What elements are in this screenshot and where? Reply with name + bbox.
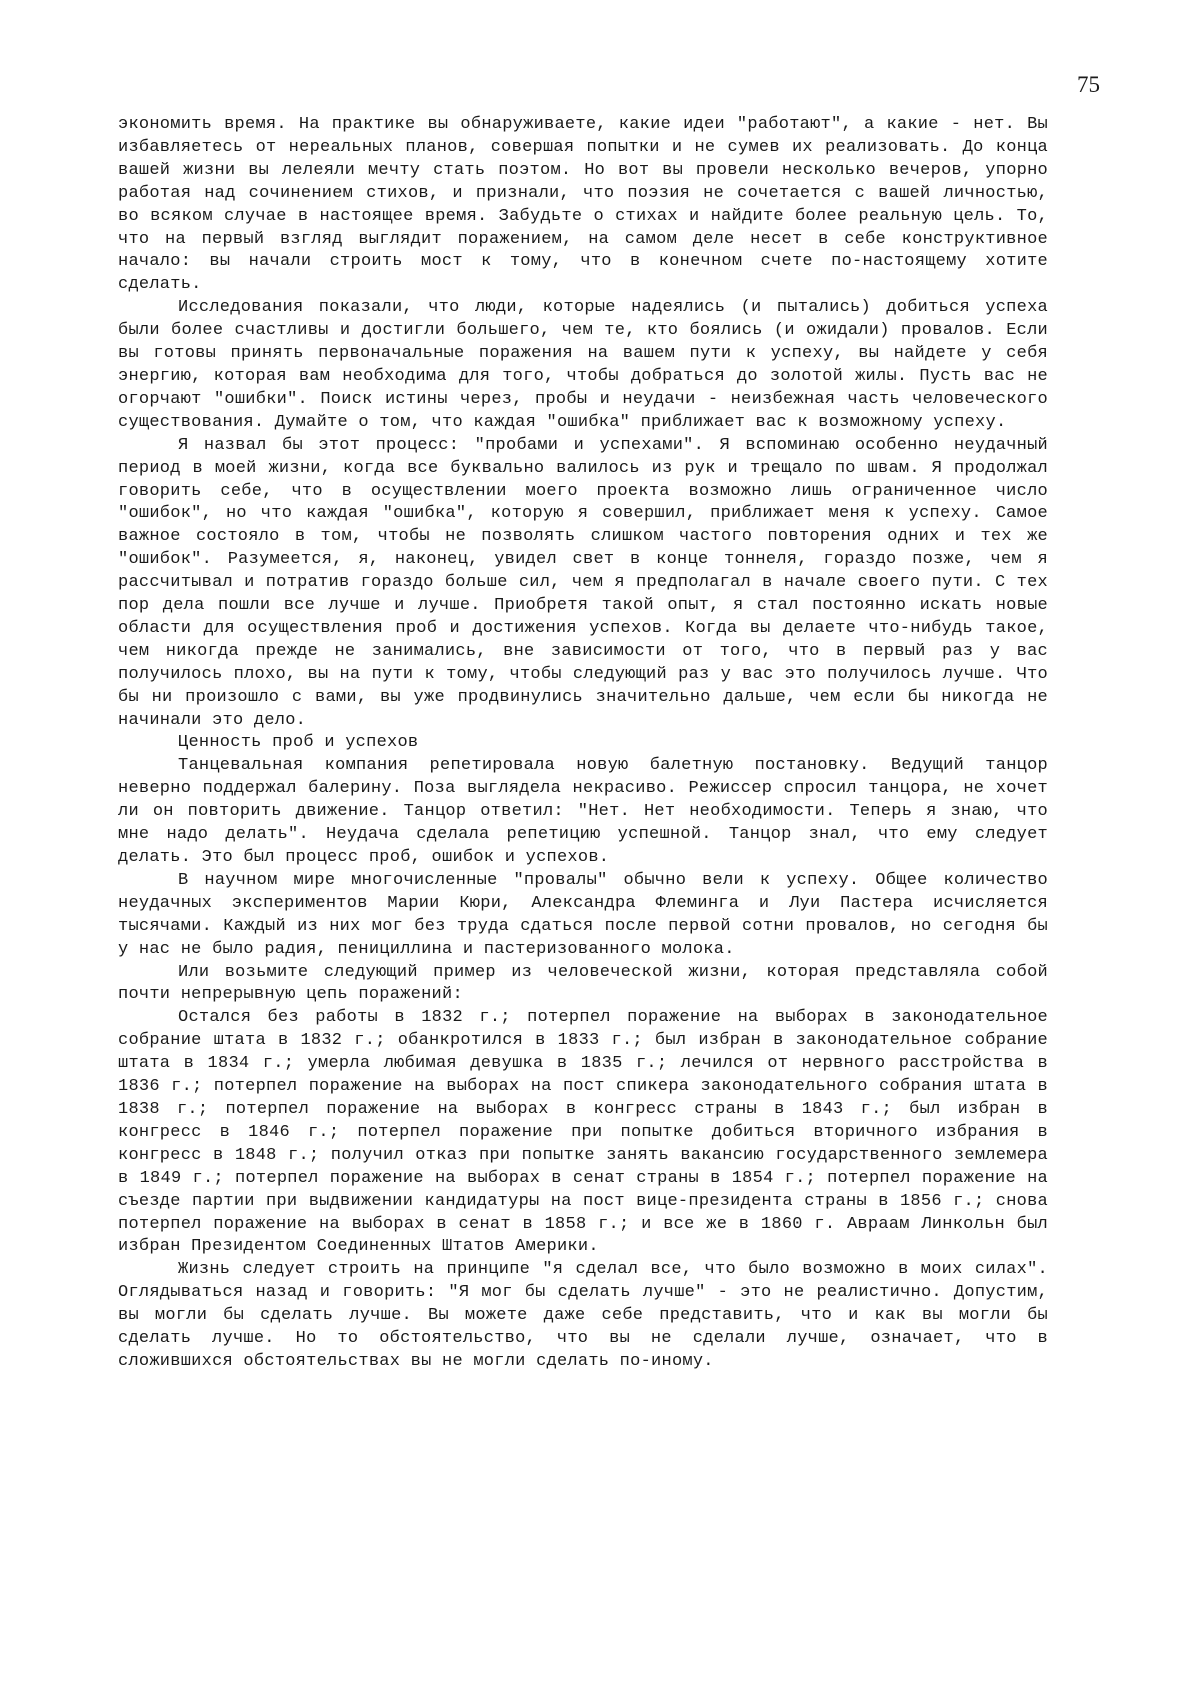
paragraph-life-principle: Жизнь следует строить на принципе "я сделал все, что было возможно в моих силах". Оглядываться назад и говорить: "Я мог бы сделать лучше" - это не реалистично. Допустим, вы могли бы сделать лучше. Вы можете даже себе представить, что и как вы могли бы сделать лучше. Но то обстоятельство, что вы не сделали лучше, означает, что в сложившихся обстоятельствах вы не могли сделать по-иному. <box>118 1260 1048 1371</box>
paragraph-science-failures: В научном мире многочисленные "провалы" обычно вели к успеху. Общее количество неудачных экспериментов Марии Кюри, Александра Флеминга и Луи Пастера исчисляется тысячами. Каждый из них мог без труда сдаться после первой сотни провалов, но сегодня бы у нас не было радия, пенициллина и пастеризованного молока. <box>118 870 1048 959</box>
paragraph-dance-company: Танцевальная компания репетировала новую балетную постановку. Ведущий танцор неверно поддержал балерину. Поза выглядела некрасиво. Режиссер спросил танцора, не хочет ли он повторить движение. Танцор ответил: "Нет. Нет необходимости. Теперь я знаю, что мне надо делать". Неудача сделала репетицию успешной. Танцор знал, что ему следует делать. Это был процесс проб, ошибок и успехов. <box>118 756 1048 867</box>
page-number: 75 <box>1077 72 1100 97</box>
section-heading: Ценность проб и успехов <box>178 733 419 753</box>
paragraph-continuation: экономить время. На практике вы обнаруживаете, какие идеи "работают", а какие - нет. Вы избавляетесь от нереальных планов, совершая попытки и не сумев их реализовать. До конца вашей жизни вы лелеяли мечту стать поэтом. Но вот вы провели несколько вечеров, упорно работая над сочинением стихов, и признали, что поэзия не сочетается с вашей личностью, во всяком случае в настоящее время. Забудьте о стихах и найдите более реальную цель. То, что на первый взгляд выглядит поражением, на самом деле несет в себе конструктивное начало: вы начали строить мост к тому, что в конечном счете по-настоящему хотите сделать. <box>118 115 1048 295</box>
paragraph-lincoln-chain: Остался без работы в 1832 г.; потерпел поражение на выборах в законодательное собрание штата в 1832 г.; обанкротился в 1833 г.; был избран в законодательное собрание штата в 1834 г.; умерла любимая девушка в 1835 г.; лечился от нервного расстройства в 1836 г.; потерпел поражение на выборах на пост спикера законодательного собрания штата в 1838 г.; потерпел поражение на выборах в конгресс страны в 1843 г.; был избран в конгресс в 1846 г.; потерпел поражение при попытке добиться вторичного избрания в конгресс в 1848 г.; получил отказ при попытке занять вакансию государственного землемера в 1849 г.; потерпел поражение на выборах в сенат страны в 1854 г.; потерпел поражение на съезде партии при выдвижении кандидатуры на пост вице-президента страны в 1856 г.; снова потерпел поражение на выборах в сенат в 1858 г.; и все же в 1860 г. Авраам Линкольн был избран Президентом Соединенных Штатов Америки. <box>118 1008 1048 1257</box>
paragraph-research: Исследования показали, что люди, которые надеялись (и пытались) добиться успеха были более счастливы и достигли большего, чем те, кто боялись (и ожидали) провалов. Если вы готовы принять первоначальные поражения на вашем пути к успеху, вы найдете у себя энергию, которая вам необходима для того, чтобы добраться до золотой жилы. Пусть вас не огорчают "ошибки". Поиск истины через, пробы и неудачи - неизбежная часть человеческого существования. Думайте о том, что каждая "ошибка" приближает вас к возможному успеху. <box>118 298 1048 432</box>
body-text <box>118 114 1048 1374</box>
paragraph-life-example: Или возьмите следующий пример из человеческой жизни, которая представляла собой почти непрерывную цепь поражений: <box>118 962 1048 1005</box>
paragraph-trial-and-success: Я назвал бы этот процесс: "пробами и успехами". Я вспоминаю особенно неудачный период в моей жизни, когда все буквально валилось из рук и трещало по швам. Я продолжал говорить себе, что в осуществлении моего проекта возможно лишь ограниченное число "ошибок", но что каждая "ошибка", которую я совершил, приближает меня к успеху. Самое важное состояло в том, чтобы не позволять слишком частого повторения одних и тех же "ошибок". Разумеется, я, наконец, увидел свет в конце тоннеля, гораздо позже, чем я рассчитывал и потратив гораздо больше сил, чем я предполагал в начале своего пути. С тех пор дела пошли все лучше и лучше. Приобретя такой опыт, я стал постоянно искать новые области для осуществления проб и достижения успехов. Когда вы делаете что-нибудь такое, чем никогда прежде не занимались, вне зависимости от того, что в первый раз у вас получилось плохо, вы на пути к тому, чтобы следующий раз у вас это получилось лучше. Что бы ни произошло с вами, вы уже продвинулись значительно дальше, чем если бы никогда не начинали это дело. <box>118 435 1048 730</box>
